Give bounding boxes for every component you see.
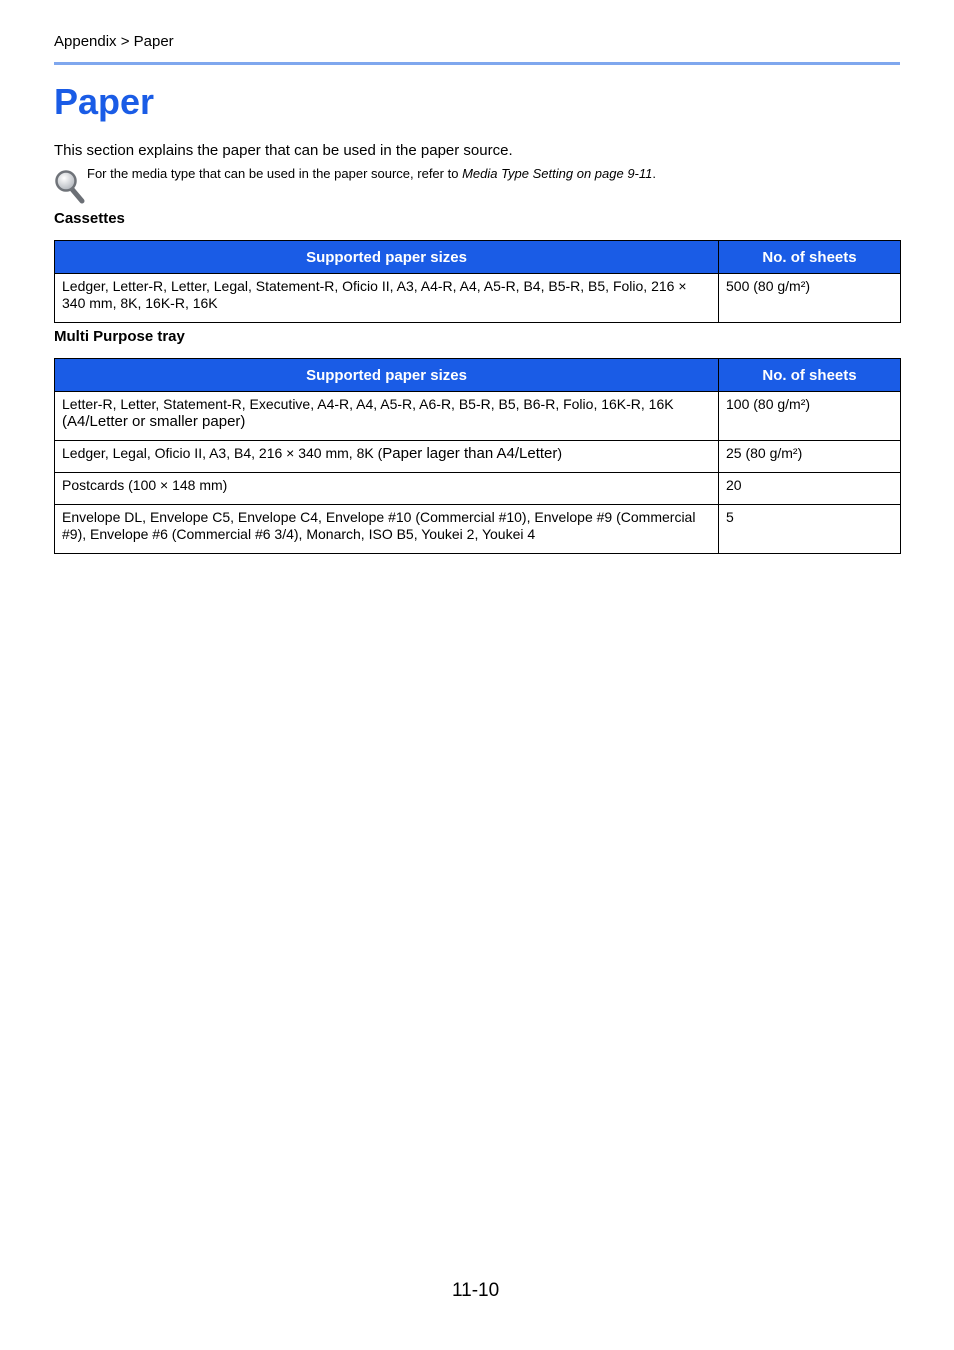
sizes-cell bbox=[55, 441, 719, 473]
sizes-list: Letter-R, Letter, Statement-R, Executive, A4-R, A4, A5-R, A6-R, B5-R, B5, B6-R, Folio, 16K-R, 16K bbox=[62, 396, 674, 412]
media-type-setting-link[interactable]: Media Type Setting on page 9-11 bbox=[462, 166, 653, 181]
page-title: Paper bbox=[54, 81, 155, 122]
cassettes-table bbox=[54, 240, 901, 323]
sheets-cell: 500 (80 g/m²) bbox=[719, 274, 901, 323]
note-text-prefix: For the media type that can be used in the paper source, refer to bbox=[87, 166, 463, 181]
sheets-cell: 20 bbox=[719, 473, 901, 505]
sizes-cell: Envelope DL, Envelope C5, Envelope C4, Envelope #10 (Commercial #10), Envelope #9 (Commercial #9), Envelope #6 (Commercial #6 3/4), Monarch, ISO B5, Youkei 2, Youkei 4 bbox=[55, 505, 719, 554]
sheets-cell: 5 bbox=[719, 505, 901, 554]
sizes-cell: Postcards (100 × 148 mm) bbox=[55, 473, 719, 505]
column-header-sizes: Supported paper sizes bbox=[55, 241, 719, 274]
table-row bbox=[55, 473, 901, 505]
sizes-note: (A4/Letter or smaller paper) bbox=[62, 413, 246, 430]
magnifier-icon bbox=[54, 168, 86, 204]
table-row bbox=[55, 392, 901, 441]
sizes-note: Paper lager than A4/Letter bbox=[382, 445, 558, 462]
sheets-cell: 25 (80 g/m²) bbox=[719, 441, 901, 473]
cassettes-heading: Cassettes bbox=[54, 210, 125, 227]
column-header-sheets: No. of sheets bbox=[719, 359, 901, 392]
sizes-cell: Ledger, Letter-R, Letter, Legal, Statement-R, Oficio II, A3, A4-R, A4, A5-R, B4, B5-R, B5, Folio, 216 × 340 mm, 8K, 16K-R, 16K bbox=[55, 274, 719, 323]
breadcrumb: Appendix > Paper bbox=[54, 33, 174, 50]
table-header-row bbox=[55, 359, 901, 392]
table-row bbox=[55, 505, 901, 554]
intro-text: This section explains the paper that can be used in the paper source. bbox=[54, 142, 513, 159]
sizes-cell bbox=[55, 392, 719, 441]
table-header-row bbox=[55, 241, 901, 274]
page-number: 11-10 bbox=[452, 1280, 500, 1301]
header-divider bbox=[54, 62, 900, 65]
sizes-list: Ledger, Legal, Oficio II, A3, B4, 216 × 340 mm, 8K ( bbox=[62, 445, 383, 461]
note-text bbox=[87, 166, 656, 181]
sheets-cell: 100 (80 g/m²) bbox=[719, 392, 901, 441]
table-row bbox=[55, 441, 901, 473]
mp-tray-table bbox=[54, 358, 901, 554]
mp-tray-heading: Multi Purpose tray bbox=[54, 328, 185, 345]
sizes-list-end: ) bbox=[557, 445, 563, 461]
note-text-suffix: . bbox=[652, 166, 656, 181]
column-header-sizes: Supported paper sizes bbox=[55, 359, 719, 392]
column-header-sheets: No. of sheets bbox=[719, 241, 901, 274]
table-row bbox=[55, 274, 901, 323]
